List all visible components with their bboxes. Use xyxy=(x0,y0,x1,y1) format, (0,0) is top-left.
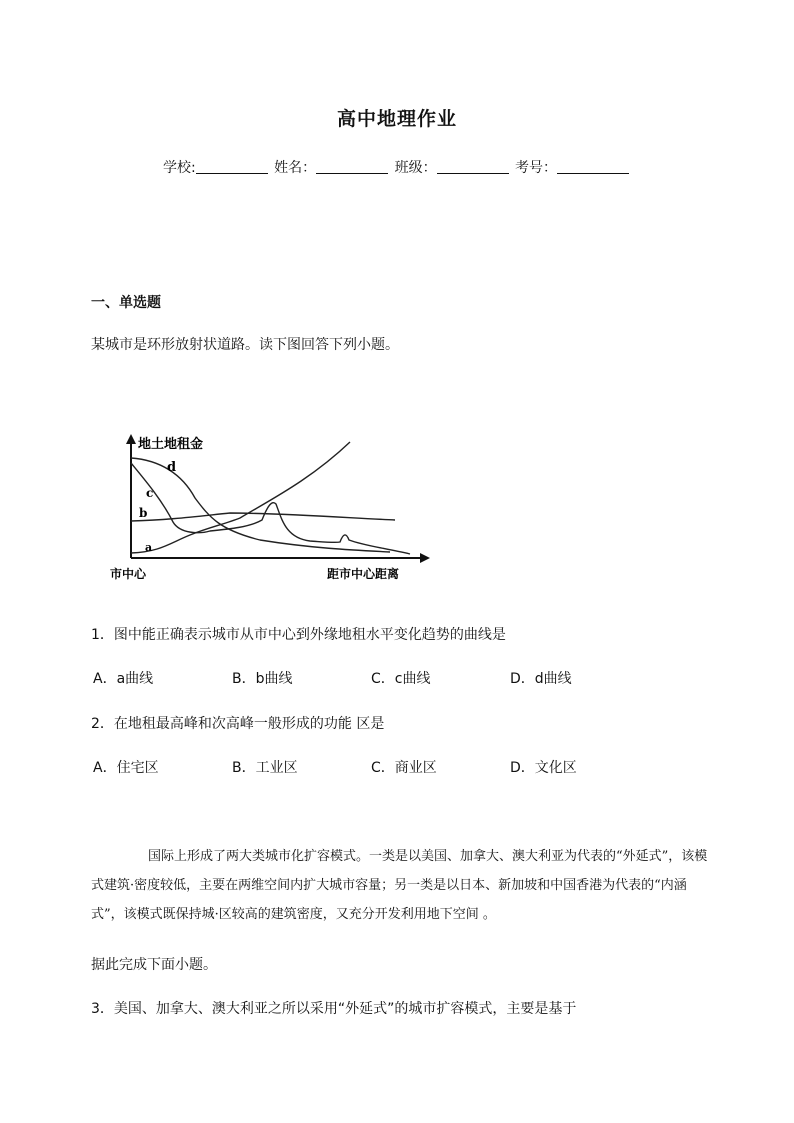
name-blank[interactable] xyxy=(316,159,388,174)
passage-text: 国际上形成了两大类城市化扩容模式。一类是以美国、加拿大、澳大利亚为代表的“外延式”，该模式建筑·密度较低，主要在两维空间内扩大城市容量；另一类是以日本、新加坡和中国香港为代表的“内涵式”，该模式既保持城·区较高的建筑密度，又充分开发利用地下空间 。 xyxy=(91,849,708,922)
curve-label-d: d xyxy=(167,460,177,475)
q1-option-a[interactable]: A．a曲线 xyxy=(93,671,154,687)
q2-option-a[interactable]: A．住宅区 xyxy=(93,760,159,776)
curve-label-c: c xyxy=(146,486,154,500)
school-label: 学校: xyxy=(162,160,196,176)
class-label: 班级： xyxy=(394,160,437,176)
question-intro: 某城市是环形放射状道路。读下图回答下列小题。 xyxy=(91,337,399,353)
q1-option-b[interactable]: B．b曲线 xyxy=(232,671,293,687)
page-title: 高中地理作业 xyxy=(336,108,457,130)
y-axis-arrow xyxy=(126,434,136,444)
exam-number-blank[interactable] xyxy=(557,159,629,174)
q1-option-c[interactable]: C．c曲线 xyxy=(371,671,431,687)
question-2-stem: 2．在地租最高峰和次高峰一般形成的功能 区是 xyxy=(91,716,385,732)
x-axis-arrow xyxy=(420,553,430,563)
name-label: 姓名： xyxy=(274,160,317,176)
q2-option-b[interactable]: B．工业区 xyxy=(232,760,298,776)
school-blank[interactable] xyxy=(196,159,268,174)
curve-c xyxy=(131,463,410,554)
question-1-stem: 1．图中能正确表示城市从市中心到外缘地租水平变化趋势的曲线是 xyxy=(91,627,506,643)
x-axis-label: 距市中心距离 xyxy=(327,567,400,581)
curve-label-b: b xyxy=(139,506,148,520)
class-blank[interactable] xyxy=(437,159,509,174)
question-3-stem: 3．美国、加拿大、澳大利亚之所以采用“外延式”的城市扩容模式，主要是基于 xyxy=(91,1001,577,1017)
section-heading: 一、单选题 xyxy=(91,295,161,311)
q2-option-d[interactable]: D．文化区 xyxy=(510,760,577,776)
exam-number-label: 考号： xyxy=(515,160,558,176)
x-origin-label: 市中心 xyxy=(110,567,147,581)
passage-instruction: 据此完成下面小题。 xyxy=(91,957,217,973)
curve-label-a: a xyxy=(145,541,153,554)
y-axis-label: 地土地租金 xyxy=(138,437,204,452)
q1-option-d[interactable]: D．d曲线 xyxy=(510,671,572,687)
curve-a xyxy=(131,442,350,553)
reading-passage xyxy=(91,842,711,929)
q2-option-c[interactable]: C．商业区 xyxy=(371,760,437,776)
land-rent-figure xyxy=(110,430,450,585)
student-info-line xyxy=(0,157,794,177)
